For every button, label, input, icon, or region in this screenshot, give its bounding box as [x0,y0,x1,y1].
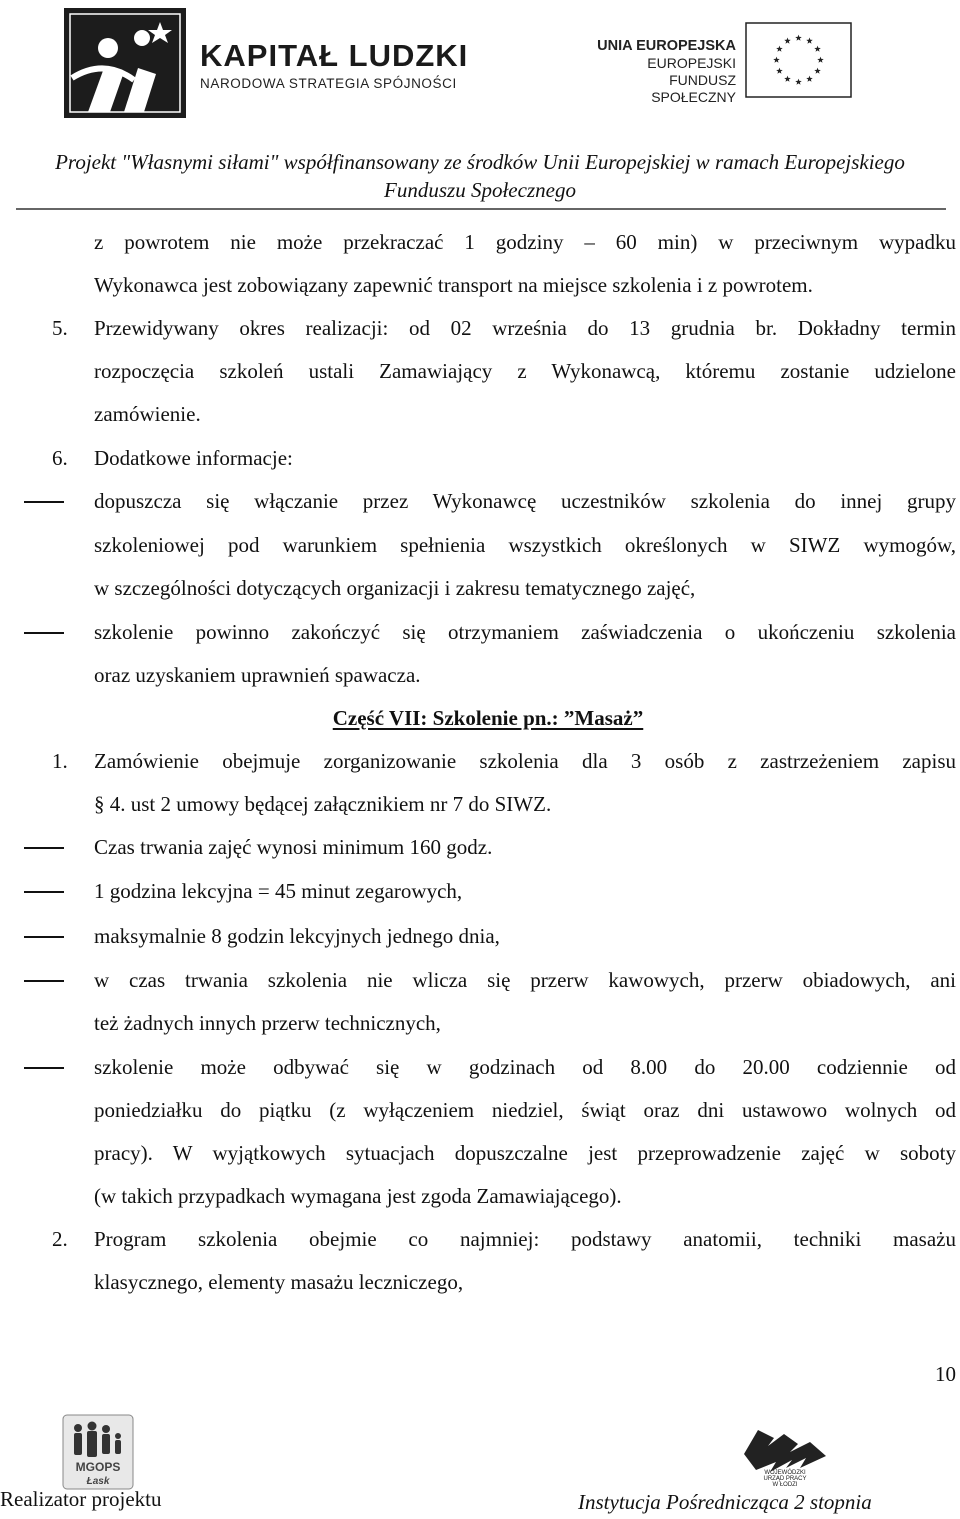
logo-right-line3: FUNDUSZ SPOŁECZNY [651,72,736,105]
body-line: poniedziałku do piątku (z wyłączeniem niedziel, świąt oraz dni ustawowo wolnych od [94,1098,956,1122]
body-line: z powrotem nie może przekraczać 1 godziny – 60 min) w przeciwnym wypadku [94,230,956,254]
body-line: maksymalnie 8 godzin lekcyjnych jednego dnia, [94,924,500,948]
body-line: Czas trwania zajęć wynosi minimum 160 godz. [94,835,493,859]
kapital-ludzki-wordmark [200,38,468,91]
body-line: rozpoczęcia szkoleń ustali Zamawiający z Wykonawcą, któremu zostanie udzielone [94,359,956,383]
footer-left-label: Realizator projektu [0,1487,162,1511]
logo-right-line1: UNIA EUROPEJSKA [597,38,736,54]
bullet-dash [24,936,64,938]
body-line: oraz uzyskaniem uprawnień spawacza. [94,663,421,687]
body-line: pracy). W wyjątkowych sytuacjach dopuszczalne jest przeprowadzenie zajęć w soboty [94,1141,956,1165]
wup-line3: W ŁODZI [772,1482,798,1486]
wup-lodz-logo [740,1424,830,1486]
body-line: szkolenie powinno zakończyć się otrzymaniem zaświadczenia o ukończeniu szkolenia [94,620,956,644]
body-line: Wykonawca jest zobowiązany zapewnić transport na miejsce szkolenia i z powrotem. [94,273,813,297]
body-line: szkoleniowej pod warunkiem spełnienia wszystkich określonych w SIWZ wymogów, [94,533,956,557]
list-number: 1. [52,749,68,773]
page-number: 10 [935,1362,956,1386]
list-number: 6. [52,446,68,470]
bullet-dash [24,632,64,634]
bullet-dash [24,847,64,849]
mgops-sublabel: Łask [86,1476,110,1487]
body-line: 1 godzina lekcyjna = 45 minut zegarowych, [94,879,463,903]
body-line: zamówienie. [94,402,201,426]
project-line-2: Funduszu Społecznego [384,178,576,202]
list-number: 5. [52,316,68,340]
wup-line2: URZĄD PRACY [763,1476,807,1482]
project-line-1: Projekt "Własnymi siłami" współfinansowany ze środków Unii Europejskiej w ramach Europejskiego [55,150,905,174]
body-line: Dodatkowe informacje: [94,446,293,470]
body-line: w szczególności dotyczących organizacji i zakresu tematycznego zajęć, [94,576,696,600]
body-line: dopuszcza się włączanie przez Wykonawcę uczestników szkolenia do innej grupy [94,489,956,513]
body-line: Program szkolenia obejmie co najmniej: podstawy anatomii, techniki masażu [94,1227,956,1251]
eu-flag-icon [745,22,852,98]
logo-left-subtitle: NARODOWA STRATEGIA SPÓJNOŚCI [200,76,457,91]
body-line: szkolenie może odbywać się w godzinach od 8.00 do 20.00 codziennie od [94,1055,956,1079]
body-line: też żadnych innych przerw technicznych, [94,1011,441,1035]
wup-line1: WOJEWÓDZKI [764,1470,806,1476]
eu-wordmark [596,38,736,106]
list-number: 2. [52,1227,68,1251]
body-line: Zamówienie obejmuje zorganizowanie szkolenia dla 3 osób z zastrzeżeniem zapisu [94,749,956,773]
section-heading: Część VII: Szkolenie pn.: ”Masaż” [332,706,644,730]
logo-left-title: KAPITAŁ LUDZKI [200,38,469,73]
bullet-dash [24,980,64,982]
bullet-dash [24,501,64,503]
footer-right-label: Instytucja Pośrednicząca 2 stopnia [578,1490,872,1514]
body-line: § 4. ust 2 umowy będącej załącznikiem nr 7 do SIWZ. [94,792,552,816]
mgops-logo [62,1414,134,1490]
body-line: klasycznego, elementy masażu leczniczego, [94,1270,464,1294]
bullet-dash [24,891,64,893]
logo-right-line2: EUROPEJSKI [647,55,736,71]
body-line: (w takich przypadkach wymagana jest zgoda Zamawiającego). [94,1184,622,1208]
header-divider [16,208,946,210]
body-line: w czas trwania szkolenia nie wlicza się przerw kawowych, przerw obiadowych, ani [94,968,956,992]
bullet-dash [24,1067,64,1069]
project-header [0,148,960,204]
mgops-label: MGOPS [75,1460,121,1474]
body-line: Przewidywany okres realizacji: od 02 września do 13 grudnia br. Dokładny termin [94,316,956,340]
